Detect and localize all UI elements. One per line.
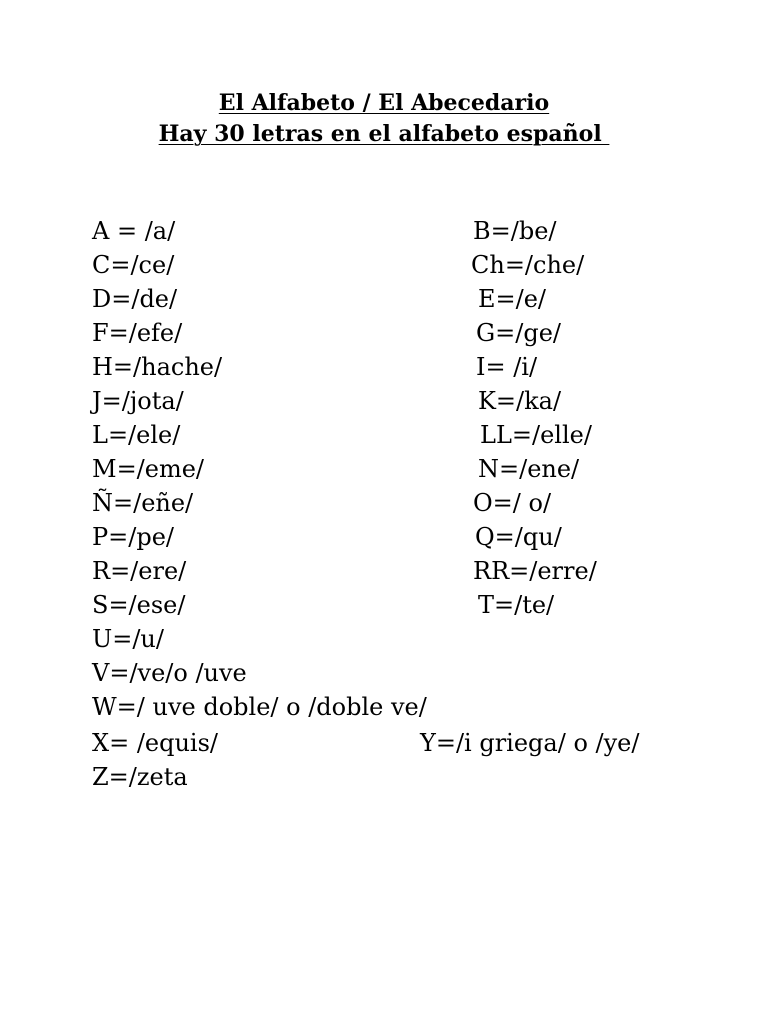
letter-k: K=/ka/ [478, 387, 562, 415]
page-title: El Alfabeto / El Abecedario [218, 90, 550, 116]
letter-z: Z=/zeta [92, 763, 188, 791]
letter-q: Q=/qu/ [475, 523, 562, 551]
letter-e: E=/e/ [478, 285, 547, 313]
letter-s: S=/ese/ [92, 591, 186, 619]
letter-ch: Ch=/che/ [471, 251, 585, 279]
letter-b: B=/be/ [473, 217, 557, 245]
letter-enie: Ñ=/eñe/ [92, 489, 194, 517]
letter-ll: LL=/elle/ [480, 421, 592, 449]
letter-n: N=/ene/ [478, 455, 580, 483]
letter-t: T=/te/ [478, 591, 555, 619]
letter-c: C=/ce/ [92, 251, 175, 279]
letter-a: A = /a/ [92, 217, 176, 245]
letter-g: G=/ge/ [476, 319, 562, 347]
letter-m: M=/eme/ [92, 455, 205, 483]
letter-v: V=/ve/o /uve [92, 659, 247, 687]
letter-h: H=/hache/ [92, 353, 223, 381]
letter-w: W=/ uve doble/ o /doble ve/ [92, 693, 427, 721]
letter-y: Y=/i griega/ o /ye/ [420, 729, 640, 757]
letter-u: U=/u/ [92, 625, 164, 653]
letter-r: R=/ere/ [92, 557, 187, 585]
letter-f: F=/efe/ [92, 319, 183, 347]
letter-p: P=/pe/ [92, 523, 174, 551]
letter-i: I= /i/ [476, 353, 538, 381]
letter-d: D=/de/ [92, 285, 178, 313]
page-subtitle: Hay 30 letras en el alfabeto español [158, 121, 610, 147]
letter-j: J=/jota/ [92, 387, 184, 415]
letter-o: O=/ o/ [473, 489, 552, 517]
letter-l: L=/ele/ [92, 421, 181, 449]
letter-x: X= /equis/ [92, 729, 219, 757]
letter-rr: RR=/erre/ [473, 557, 597, 585]
